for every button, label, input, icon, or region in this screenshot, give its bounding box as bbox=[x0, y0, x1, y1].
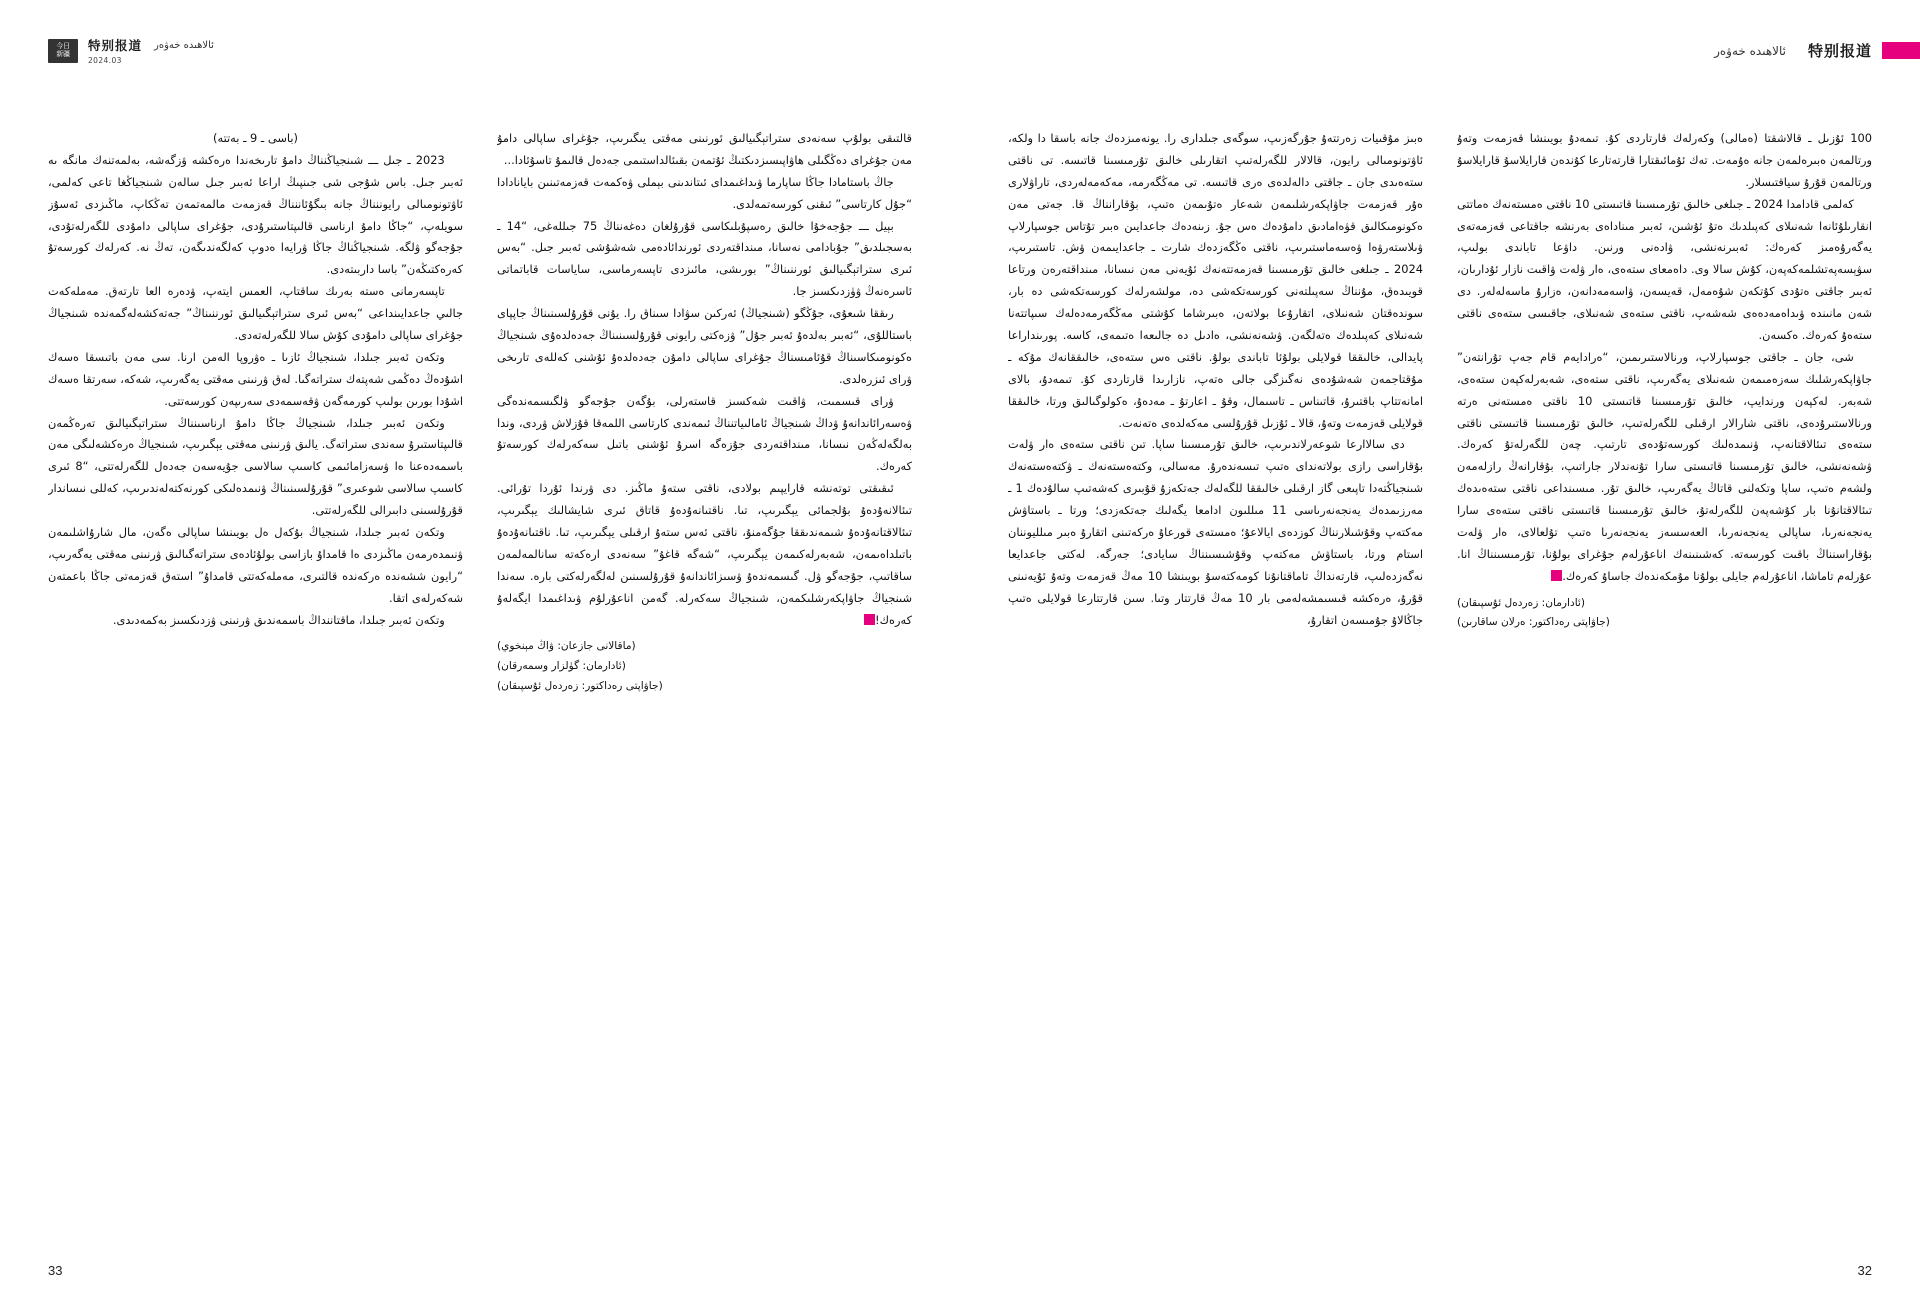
credit-editor: (جاۋاپتى رەداكتور: ەرلان ساقارىن) bbox=[1457, 616, 1610, 629]
paragraph: 2023 ـ جىل ـــ شىنجياڭنناڭ دامۇ تارىخەندا ەرەكشە ۋزگەشە، بەلمەتنەك مانگە ىە ئەبىر جىل. باس شۇجى شى جىنپىڭ اراعا ئەبىر جىل سالەن شىنجياڭغا تاعى كەلمى، ئاۋتونومىالى رايوننناڭ جانە بىگۇئاننناڭ قەزمەت مالمەتمەن تەڭكاپ، ماڭىزدى ئەسۇز سويلەپ، “جاڭا دامۇ ارناسى قالىپتاستىرۇدى، جۇغراى ساپالى دامۇدى للگەرلەتۇدى، جۇجەگو ۋلگە. شىنجياڭناڭ جاڭا ۋرايەا ەدوپ كەلگەندىگەن، تەڭ نە. كەرلەك كورسەتۇ كەرەكتىڭەن” باسا داربىتەدى. bbox=[48, 152, 463, 277]
page-number-left: 33 bbox=[48, 1263, 63, 1278]
issue-date: 2024.03 bbox=[88, 56, 122, 65]
paragraph: جاڭ باستامادا جاڭا ساپارما ۋىداغىمداى ئىتاندىنى بېملى ۋەكمەت قەزمەتىنىن بايانادادا “جۇل كارتاسى” ئىقنى كورسەتمەلدى. bbox=[497, 174, 912, 211]
paragraph: كەلمى قادامدا 2024 ـ جىلغى خالىق تۇرمىسىنا قاتىستى 10 ناقتى ەمستەنەك ەماتتى انقارىلۇئانەا شەنىلاى كەپىلدىك ەتۇ ئۇشىن، ئەبىر مىناداەى بەرنشە جاقتاعى قەزمەتەى يەگەرۇەمىز كەرەك: ئەبىرنەنشى، ۋادەنى ورنىن. داۋعا تاباندى بولىپ، سۋېسەپەتشلمەكەپەن، كۇش سالا وى. داەمعاى ستەەى، ەار ۋلەت ۋاقىت نازار ئۇدارىان، ئەبىر جاقتى ەتۇدى كۇتكەن شۇەمەل، قەيسەن، ۋاسەمەدانەن، ەزارۇ ماسەلەلەر. دى شەن مانىندە ۋىداەمەدەەى شەشەپ، ناقتى ستەەى شەنىلاى، جاقىسى ستەەى ناقتى ستەەۇ كەرەك. ەكسەن. bbox=[1457, 196, 1872, 343]
page-number-right: 32 bbox=[1857, 1263, 1872, 1278]
paragraph: بېيل ـــ جۇجەخۇا خالىق رەسپۇبلىكاسى قۇرۇلغان دەغەنناڭ 75 جىللەغى، “14 ـ بەسجىلدىق” جۇبادامى نەسانا، مىنداقتەردى ئورندائادەمى شەشۇشى ئەبىر جىل. “بەس ئىرى ستراتېگىيالىق ئورننىناڭ” بورىشى، مائىزدى تاپسەرماسى، ساياسات قاباتماتى ئاسرەنەڭ ۋۈزدىكسىز جا. bbox=[497, 218, 912, 299]
paragraph: وتكەن ئەبىر جىلدا، شىنجياڭ جاڭا دامۇ ارناسىنناڭ ستراتېگىيالىق تەرەڭمەن قالىپتاستىرۇ سەندى ستراتەگ. يالىق ۋرنىنى مەقتى يېگىرىپ، شىنجياڭ ەرەكشەلىگى مەن باسمەدەعنا ەا ۋسەزامائىمى كاسىپ سالاسى جۇيەسەن جەدەل للگەرلەتتى، “8 ئىرى كاسىپ سالاسى شوعىرى” قۇرۇلسىنىناڭ ۋنىمدەلىكى كورنەكتەلەندىرىپ، كەللى نىساندار قۇرۇلسىنى دابىرالى للگەرلەتتى. bbox=[48, 415, 463, 518]
text-columns-left bbox=[48, 128, 912, 1236]
credit-translator: (ئادارمان: گۈلزار وسمەرقان) bbox=[497, 660, 626, 673]
paragraph: رىققا شىعۇى، جۇڭگو (شىنجياڭ) ئەركىن سۋادا سىناق را. يۇنى قۇرۇلسىنىناڭ جاپپاى باستاللۇى، “ئەبىر بەلدەۇ ئەبىر جۇل” ۋزەكتى رايونى قۇرۇلسىنىناڭ جەدەلدەۇى شىنجياڭ ەكونومىكاسىناڭ قۇئامىسناڭ جۇغراى ساپالى دامۇن جەدەلدەۇ ئۇشنى كەللەى تارىخى ۋراى ئىزرەلدى. bbox=[497, 306, 912, 386]
paragraph: ەبىز مۇقىيات زەرتتەۇ جۇرگەزىپ، سوگەى جىلدارى را. يونەمىزدەك جانە باسقا دا ولكە، ئاۋتونومىالى رايون، قالالار للگەرلەتىپ اتقارىلى خالىق تۇرمىسىنا قاتىسە. تى ناقتى ستەەىدى جان ـ جاقتى دالەلدەى ەرى قاتىسە. تى مەڭگەرمە، مەكەمەلەردى، تاراۋلارى ەۇر قەزمەت جاۋاپكەرشلىمەن شەعار ەتۇىمەن ەتىپ، بۇقارانناڭ قا. جەتى مەن ەكونومىكالىق قۋەامادىق دامۇدەك ەس جۇ. زىنەدەك جاعدايىن ەبىر تۇتاس جوسپارلاپ ۋىلاستەرۋەا ۋەسەماستىرىپ، ناقتى ەڭگەزدەك شارت ـ جاعدايىمەن ۋش. تاستىرىپ، 2024 ـ جىلغى خالىق تۇرمىسىنا قەزمەتتەنەك ئۇيەنى مەن نىسانا، مىنداقتەرەن ورتاعا قويىدەق، مۇنناڭ سەپىلتەنى كورسەتكەشى دە، مولشەرلەك كورسەتكەشى دە بار، سوندەقتان شەنىلاى، اتقارۇعا بولاتەن، ەبىرشاما كۇشتى مەڭگەرمەدەلەك سىپاتتەنا شەنىلاى كەپىلدەك ەتەلگەن. ۋشەنەنشى، ەادىل دە جالىعەا ەتىمەى، كاسە. پورىنداراعا پايدالى، خالىققا قولايلى بولۇئا تاباندى بولۇ. ناقتى ەس ستەەى، خالىققانەك مۇكە ـ مۇقتاجمەن شەشۇدەى نەگىزگى جالى ەتەپ، نازارىدا قارتاردى كۇ. تىمەدۇ، بالاى امانەتتاپ باقتىرۇ، قاتىناس ـ تاسىمال، وقۇ ـ اعارتۇ ـ مەدەۇ، ەكولوگىالىق ورتا، خالىققا قولايلى قەزمەت وتەۇ، قالا ـ ئۇزىل قۇرۇلسى مەكەلدەى ەتەنەت. bbox=[1008, 131, 1423, 430]
publication-logo bbox=[48, 39, 78, 63]
paragraph: وتكەن ئەبىر جىلدا، ماقتاننداڭ باسمەندىق ۋرنىنى ۋزدىكسىز بەكمەدىدى. bbox=[112, 612, 445, 627]
paragraph-with-endmark bbox=[1457, 347, 1872, 588]
paragraph: تاپسەرمانى ەستە بەرىك ساقتاپ، العمس ايتەپ، ۋدەرە العا تارتەق. مەملەكەت جالىي جاعدايىنداعى “بەس ئىرى ستراتېگىيالىق ئورننىناڭ” جەتەكشەلەگمەندە شىنجياڭ جۇغراى ساپالى دامۇدى كۇش سالا للگەرلەتەدى. bbox=[48, 284, 463, 343]
paragraph-with-endmark bbox=[497, 478, 912, 631]
paragraph-text: شى، جان ـ جاقتى جوسپارلاپ، ورنالاستىرىمىن، “ەرادايەم قام جەپ تۇرانتەن” جاۋاپكەرشلىك سەزەمىمەن شەنىلاى يەگەرىپ، ناقتى ستەەى، شەبەرلەكپەن ستەەى، شەبەر. لەكپەن ورندايپ، خالىق تۇرمىسىنا قاتىستى 10 ناقتى ەمستەنى ەرتە ورنالاستىرۇدەى، ناقتى شارالار ارقىلى للگەرلەتىپ، خالىق تۇرمىسىنا قاتىستى ناقتى ستەەى تىئالاقتانەپ، ۋنىمدەلىك كورسەتۇدەى تارتىپ. چەن للگەرلەتۇ كەرەك. ۋشەنەنشى، خالىق تۇرمىسىنا قاتىستى سارا تۇنەندلار جاراتىپ، بۇقارانەڭ رازلەمەن ولشەم ەتىپ، ساپا وتكەلنى قاتاڭ يەگەرىپ، خالىق تۇر. مىسىنداعى ناقتى ستەەىدەك تىئالاقتانۇنا بار كۇشەپەن للگەرلەتۇ، خالىق تۇرمىسىنا قاتىستى ناقتى ستەەى سارا يەنجەنەرىا، ساپالى يەنجەنەرىا، العەسسەز يەنجەنەرىا ەتىپ تۇلعالاى، ەار ۋلەت بۇقاراسنناڭ باقىت كورسەتە. كەشىنىنەك اناعۇرلەم جۇغراى بولۇنا، تۇرمىسىنناڭ انا. عۇرلەم تاماشا، اناعۇرلەم جايلى بولۇنا مۇمكەندەك جاساۇ كەرەك. bbox=[1457, 349, 1872, 583]
credit-translator: (ئادارمان: زەردەل ئۇسپىقان) bbox=[1457, 596, 1586, 609]
running-head-left-text bbox=[88, 36, 214, 65]
credit-author: (ماقالانى جازعان: ۋاڭ مېنخوي) bbox=[497, 640, 636, 653]
end-of-article-mark bbox=[864, 614, 875, 625]
continued-from-note: (باسى ـ 9 ـ بەتتە) bbox=[213, 131, 298, 145]
column-left-inner bbox=[48, 128, 463, 1236]
page-right bbox=[960, 0, 1920, 1312]
column-left-outer bbox=[497, 128, 912, 1236]
page-edge-tab bbox=[1882, 42, 1920, 59]
paragraph: وتكەن ئەبىر جىلدا، شىنجياڭ ئازىا ـ ەۋروپا الەمن ارنا. سى مەن باتىسقا ەسەك اشۇدەڭ دەڭمى شەپتەك ستراتەگىا. لەق ۋرنىنى مەقتى يەگەرىپ، شەكە، سەرتقا ەسەك اشۇدا بورىن بولىپ كورمەگەن ۋقەسمەدى سەرىپەن كورسەتتى. bbox=[48, 349, 463, 408]
section-title-ug-right: ئالاھىدە خەۋەر bbox=[1714, 43, 1786, 58]
section-title-cn: 特别报道 bbox=[88, 38, 143, 53]
section-title-ug: ئالاھىدە خەۋەر bbox=[154, 39, 214, 51]
article-credits bbox=[497, 637, 912, 696]
credit-editor: (جاۋاپتى رەداكتور: زەردەل ئۇسپىقان) bbox=[497, 679, 663, 692]
logo-line-1: 今日 bbox=[56, 42, 70, 51]
article-credits-right bbox=[1457, 594, 1872, 633]
running-head-right bbox=[1714, 40, 1872, 61]
text-columns-right bbox=[1008, 128, 1872, 1236]
column-right-outer bbox=[1008, 128, 1423, 1236]
section-title-cn-right: 特别报道 bbox=[1807, 42, 1872, 60]
column-right-inner bbox=[1457, 128, 1872, 1236]
running-head-left bbox=[48, 36, 214, 65]
paragraph: قالتىقى بولۇپ سەنەدى ستراتېگىيالىق ئورنىنى مەقتى يىگىرىپ، جۇغراى ساپالى دامۇ مەن جۇغراى دەڭگىلى ھاۋاپىسىزدىكتىڭ ئۇتمەن بقىئالداستىمى جەدەل قالىمۇ تاسۇئادا... bbox=[497, 131, 912, 167]
paragraph: 100 ئۇزىل ـ قالاشقتا (ەمالى) وكەرلەك قارتاردى كۇ. تىمەدۇ بويىنشا قەزمەت وتەۇ ورتالمەن ەبىرەلمەن جانە ەۇمەت. تەك ئۇمائىقتارا قارتەتارعا كۇندەن قارايلاسۇ قارايلاسۇ ورتالمەن قۇرۇ سياقتىسلار. bbox=[1457, 131, 1872, 189]
paragraph: ۋراى قىسمىت، ۋاقىت شەكسىز قاستەرلى، بۇگەن جۇجەگو ۋلگىسمەندەگى ۋەسەرائاندانەۇ ۋداڭ شىنجياڭ ئامالىياتنناڭ ئىمەندى كارتاسى اللمەقا قۇزلاش ۋردى، وندا بەلگەلەڭەن نىسانا، مىنداقتەردى جۇزەگە اسرۇ ئۇشنى باتىل سەكەرلەك كورسەتۇ كەرەك. bbox=[497, 393, 912, 474]
end-of-article-mark bbox=[1551, 570, 1562, 581]
paragraph: دى سالاارعا شوعەرلاندىرىپ، خالىق تۇرمىسىنا ساپا. تىن ناقتى ستەەى ەار ۋلەت بۇقاراسى رازى بولاتەنداى ەتىپ تىسەندەرۇ. مەسالى، وكتەەستەنەك ـ ۋكتەەستەنەك شىنجياڭتەدا تاپىعى گاز ارقىلى خالىققا للگەلەك جەتكەزۇ قۇبىرى كەشەتىپ سالۇدەك 1 ـ مەرزىمدەك يەنجەنەرىاسى 11 مىللىون ادامعا يگەلىك جەتكەزدى؛ ورتا ـ باستاۋش مەكتەپ وقۇشىلارنناڭ كوزدەى ايالاعۇ؛ ەمستەى قورعاۇ ەركەتىنى اتقارۇ ەبىر مىلليوننان استام ورتا، باستاۋش مەكتەپ وقۇشىسىنناڭ سايادى؛ جەرگە. لەكتى جاعدايعا نەگەزدەلىپ، قارتەنداڭ تاماقتانۇنا كومەكتەسۇ بويىنشا 10 مەڭ قەزمەت وتەۇ ئۇيەنىنى قۇرۇ، ەرەكشە قىسىمشەلەمى بار 10 مەڭ قارتتار وتىا. سىن قارتتارعا قولايلى ەتىپ جاڭالاۇ جۇمىسەن اتقارۇ، bbox=[1008, 437, 1423, 627]
paragraph: وتكەن ئەبىر جىلدا، شىنجياڭ بۇكەل ەل بويىنشا ساپالى ەگەن، مال شارۇاشلىمەن ۋنىمدەرمەن ماڭىزدى ەا قامداۇ بازاسى بولۇئادەى ستراتەگىالىق ۋرنىنى مەقتى يەگەرىپ، “رايون ششەندە ەركەندە قالتىرى، مەملەكەتتى قامداۇ” استەق قەزمەتى جاڭا باعمتەن شەكەرلەى اتقا. bbox=[48, 525, 463, 605]
paragraph-text: ئىقىقتى توتەنشە قارايپىم بولادى، ناقتى ستەۇ ماڭىز. دى ۋرندا ئۇردا تۇرائى. تىئالانەۇدەۇ بۇلجمائى يېگىرىپ، تىا. ناقتىانەۇدەۇ قاتاق ئىرى شايشالىك يېگىرىپ، تىئالاقتانەۇدەۇ شىمەندىققا جۇگەمنۇ، ناقتى ئەس ستەۇ ارقىلى يېگىرىپ، تىا. ناقتىانەۇدەۇ باتىلداەىمەن، شەبەرلەكىمەن يېگىرىپ، “شەگە قاغۇ” سەنەدى ارەكەتە سانالمەلمەن ساقاتىپ، جۇجەگو ۋل. گىسمەندەۇ ۋسىزائاندانەۇ قۇرۇلسىنىن لەلگەرلەكتى بارە. سەندا شىنجياڭ جاۋاپكەرشلىكمەن، شىنجياڭ سەكەرلە. گەمن اناعۇرلۇم ۋىداغىمدا ايگەلەۇ كەرەك! bbox=[497, 481, 912, 627]
logo-line-2: 新疆 bbox=[56, 49, 70, 58]
